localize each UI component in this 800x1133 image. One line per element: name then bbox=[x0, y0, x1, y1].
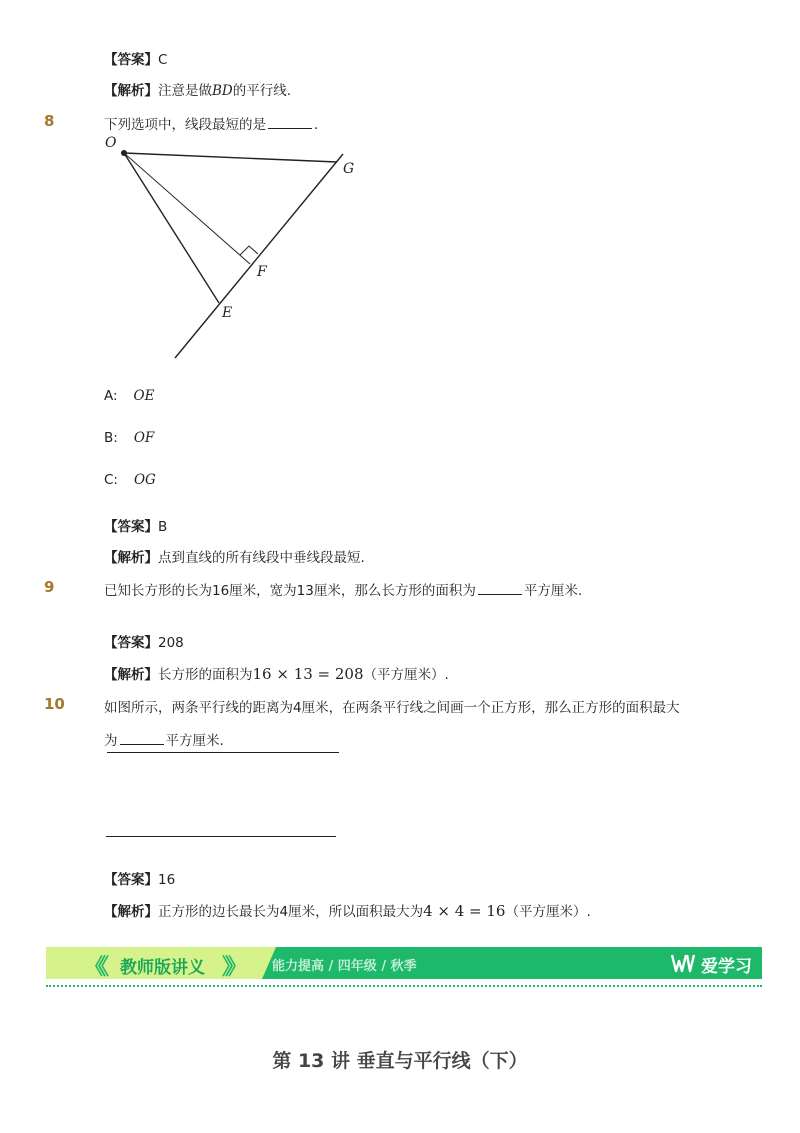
banner-title: 教师版讲义 bbox=[120, 958, 205, 978]
brand-logo-icon bbox=[670, 953, 696, 973]
option-value: OG bbox=[133, 472, 156, 488]
option-c[interactable] bbox=[104, 472, 156, 488]
analysis-math: 16 × 13 = 208 bbox=[252, 665, 364, 683]
analysis-tag: 【解析】 bbox=[104, 83, 158, 99]
question-stem: 为 bbox=[104, 733, 118, 749]
analysis-tag: 【解析】 bbox=[104, 550, 158, 566]
double-chevron-left-icon: 《《 bbox=[84, 955, 102, 980]
answer-tag: 【答案】 bbox=[104, 52, 158, 68]
label-e: E bbox=[222, 305, 233, 321]
option-value: OE bbox=[133, 388, 155, 404]
segment-oe bbox=[124, 153, 219, 303]
question-text-line2 bbox=[104, 729, 224, 749]
analysis-text-post: （平方厘米）. bbox=[505, 904, 591, 920]
analysis-math: BD bbox=[212, 83, 233, 99]
line-base bbox=[175, 154, 343, 358]
q10-answer bbox=[104, 868, 175, 888]
answer-tag: 【答案】 bbox=[104, 872, 158, 888]
option-letter: C: bbox=[104, 472, 118, 488]
segment-og bbox=[124, 153, 337, 162]
answer-value: C bbox=[158, 52, 168, 68]
label-g: G bbox=[343, 161, 355, 177]
question-text bbox=[104, 579, 582, 599]
answer-value: B bbox=[158, 519, 168, 535]
question-end: 平方厘米. bbox=[165, 733, 224, 749]
brand-logo-text: 爱学习 bbox=[701, 957, 752, 977]
option-letter: B: bbox=[104, 430, 118, 446]
q10-analysis bbox=[104, 900, 591, 920]
banner-dotted-divider bbox=[46, 985, 762, 987]
option-a[interactable] bbox=[104, 388, 154, 404]
answer-blank bbox=[268, 116, 312, 129]
answer-blank bbox=[120, 732, 164, 745]
question-number: 8 bbox=[44, 112, 55, 130]
answer-tag: 【答案】 bbox=[104, 519, 158, 535]
option-letter: A: bbox=[104, 388, 118, 404]
question-number: 9 bbox=[44, 578, 55, 596]
question-text: 如图所示，两条平行线的距离为4厘米，在两条平行线之间画一个正方形，那么正方形的面积最大 bbox=[104, 700, 680, 716]
analysis-math: 4 × 4 = 16 bbox=[423, 902, 506, 920]
option-b[interactable] bbox=[104, 430, 154, 446]
q9-answer bbox=[104, 631, 184, 651]
analysis-tag: 【解析】 bbox=[104, 904, 158, 920]
answer-tag: 【答案】 bbox=[104, 635, 158, 651]
banner-subtitle: 能力提高 / 四年级 / 秋季 bbox=[272, 959, 417, 974]
label-o: O bbox=[105, 135, 117, 151]
answer-value: 208 bbox=[158, 635, 184, 651]
q7-answer bbox=[104, 48, 167, 68]
analysis-text: 长方形的面积为 bbox=[158, 667, 253, 683]
q9-analysis bbox=[104, 663, 449, 683]
right-angle-mark bbox=[240, 246, 258, 255]
answer-blank bbox=[478, 582, 522, 595]
lecture-banner bbox=[46, 947, 762, 979]
analysis-text: 正方形的边长最长为4厘米，所以面积最大为 bbox=[158, 904, 424, 920]
question-number: 10 bbox=[44, 695, 65, 713]
q8-answer bbox=[104, 515, 167, 535]
geometry-figure bbox=[100, 130, 370, 365]
question-stem: 已知长方形的长为16厘米，宽为13厘米，那么长方形的面积为 bbox=[104, 583, 476, 599]
label-f: F bbox=[257, 264, 267, 280]
analysis-tag: 【解析】 bbox=[104, 667, 158, 683]
question-end: 平方厘米. bbox=[523, 583, 583, 599]
segment-of bbox=[124, 153, 250, 264]
analysis-text: 注意是做 bbox=[158, 83, 212, 99]
question-stem: 下列选项中，线段最短的是 bbox=[104, 117, 266, 133]
parallel-line-top bbox=[107, 752, 339, 753]
parallel-line-bottom bbox=[106, 836, 336, 837]
q8-analysis bbox=[104, 546, 365, 566]
analysis-text-post: （平方厘米）. bbox=[363, 667, 449, 683]
answer-value: 16 bbox=[158, 872, 176, 888]
question-end: . bbox=[314, 117, 319, 133]
double-chevron-right-icon: 》》 bbox=[222, 955, 240, 980]
analysis-text-post: 的平行线. bbox=[232, 83, 292, 99]
lecture-footer-title: 第 13 讲 垂直与平行线（下） bbox=[272, 1050, 528, 1072]
option-value: OF bbox=[133, 430, 155, 446]
analysis-text: 点到直线的所有线段中垂线段最短. bbox=[158, 550, 365, 566]
q7-analysis bbox=[104, 79, 291, 99]
